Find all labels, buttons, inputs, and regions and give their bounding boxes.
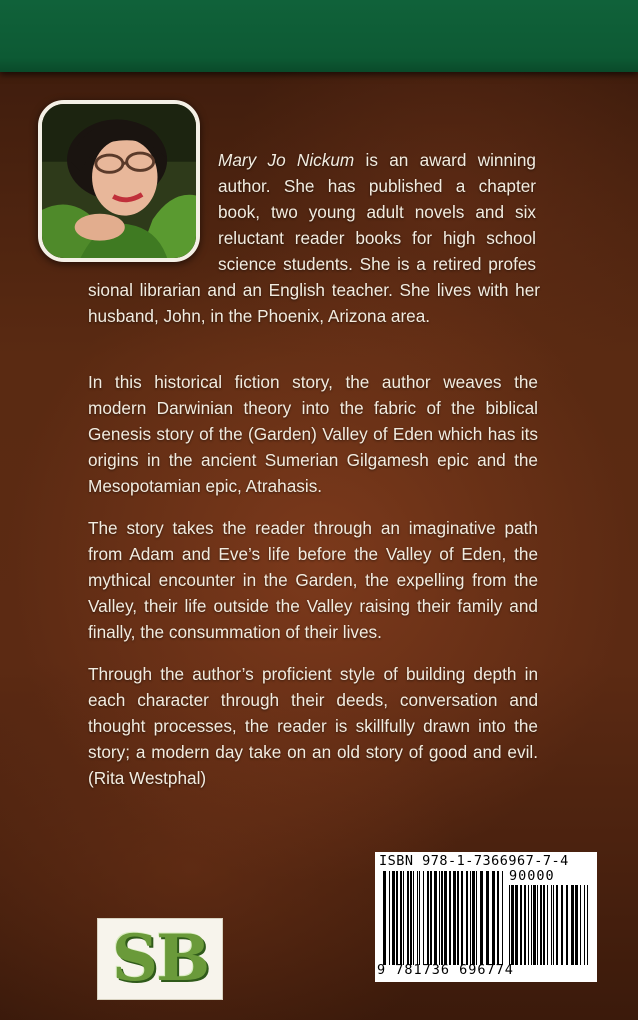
ean-bars	[383, 871, 505, 965]
bio-line: reluctant reader books for high school	[218, 228, 536, 248]
bio-line: husband, John, in the Phoenix, Arizona area.	[88, 306, 431, 326]
ean-number: 9 781736 696774	[377, 962, 514, 978]
bio-line: Mary Jo Nickum is an award winning	[218, 150, 536, 170]
paragraph-line: Genesis story of the (Garden) Valley of Eden which has its	[88, 424, 538, 444]
paragraph-line: finally, the consummation of their lives.	[88, 622, 382, 642]
isbn-barcode	[375, 852, 597, 982]
synopsis-paragraph-1	[88, 369, 538, 499]
paragraph-line: Mesopotamian epic, Atrahasis.	[88, 476, 323, 496]
price-addon-label: 90000	[509, 868, 555, 884]
bio-line: author. She has published a chapter	[218, 176, 536, 196]
paragraph-line: In this historical fiction story, the author weaves the	[88, 372, 538, 392]
addon-bars	[509, 885, 591, 965]
synopsis-paragraph-2	[88, 515, 538, 645]
paragraph-line: The story takes the reader through an imaginative path	[88, 518, 538, 538]
paragraph-line: mythical encounter in the Garden, the expelling from the	[88, 570, 538, 590]
author-name: Mary Jo Nickum	[218, 150, 355, 170]
top-color-band	[0, 0, 638, 72]
publisher-logo	[97, 918, 223, 1000]
paragraph-line: Through the author’s proficient style of building depth in	[88, 664, 538, 684]
bio-line: science students. She is a retired profes	[218, 254, 536, 274]
paragraph-line: (Rita Westphal)	[88, 768, 207, 788]
paragraph-line: from Adam and Eve’s life before the Valley of Eden, the	[88, 544, 538, 564]
author-bio-continued	[88, 277, 540, 329]
paragraph-line: Valley, their life outside the Valley raising their family and	[88, 596, 538, 616]
review-paragraph	[88, 661, 538, 791]
bio-line: book, two young adult novels and six	[218, 202, 536, 222]
paragraph-line: modern Darwinian theory into the fabric of the biblical	[88, 398, 538, 418]
author-bio	[218, 147, 536, 277]
isbn-label: ISBN 978-1-7366967-7-4	[379, 853, 569, 869]
paragraph-line: origins in the ancient Sumerian Gilgamesh epic and the	[88, 450, 538, 470]
paragraph-line: story; a modern day take on an old story of good and evil.	[88, 742, 538, 762]
paragraph-line: each character through their deeds, conversation and	[88, 690, 538, 710]
paragraph-line: thought processes, the reader is skillfully drawn into the	[88, 716, 538, 736]
publisher-logo-text: SB	[111, 921, 209, 996]
author-photo	[38, 100, 200, 262]
bio-line: sional librarian and an English teacher. She lives with her	[88, 280, 540, 300]
